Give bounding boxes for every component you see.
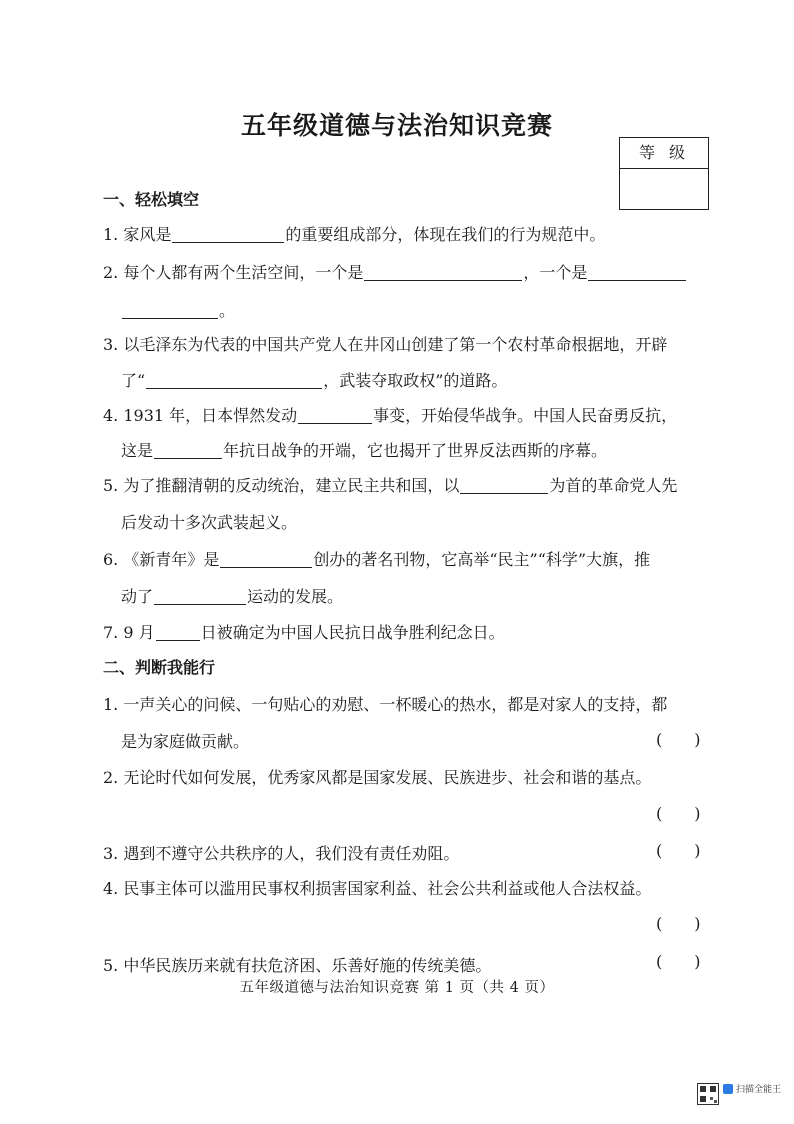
judge-question-1-cont (121, 729, 249, 752)
grade-label: 等级 (620, 138, 708, 169)
question-text: 为首的革命党人先 (549, 476, 678, 495)
fill-question-7 (103, 620, 505, 643)
question-text: 创办的著名刊物，它高举“民主”“科学”大旗，推 (313, 550, 651, 569)
question-text: 6. 《新青年》是 (103, 550, 220, 569)
judge-question-3 (103, 841, 459, 864)
judge-question-1 (103, 692, 667, 715)
fill-question-2-cont (121, 298, 235, 321)
page-title: 五年级道德与法治知识竞赛 (240, 111, 553, 140)
question-text: 7. 9 月 (103, 623, 155, 642)
question-text: 2. 每个人都有两个生活空间，一个是 (103, 263, 364, 282)
answer-blank[interactable] (172, 227, 284, 243)
question-text: 5. 为了推翻清朝的反动统治，建立民主共和国，以 (103, 476, 460, 495)
question-text: ，武装夺取政权”的道路。 (323, 371, 508, 390)
question-text: 事变，开始侵华战争。中国人民奋勇反抗， (373, 406, 678, 425)
fill-question-4-cont (121, 438, 607, 461)
question-text: 5. 中华民族历来就有扶危济困、乐善好施的传统美德。 (103, 956, 492, 975)
answer-blank[interactable] (156, 625, 200, 641)
page-footer: 五年级道德与法治知识竞赛 第 1 页（共 4 页） (239, 980, 555, 996)
answer-parentheses[interactable]: ( ) (656, 952, 701, 971)
fill-question-5-cont (121, 510, 297, 533)
answer-blank[interactable] (146, 373, 322, 389)
answer-parentheses[interactable]: ( ) (656, 804, 701, 823)
question-text: ，一个是 (523, 263, 588, 282)
grade-box (619, 137, 709, 210)
question-text: 动了 (121, 587, 154, 606)
question-text: 1. 家风是 (103, 225, 172, 244)
question-text: 的重要组成部分，体现在我们的行为规范中。 (285, 225, 606, 244)
answer-blank[interactable] (364, 265, 522, 281)
question-text: 3. 以毛泽东为代表的中国共产党人在井冈山创建了第一个农村革命根据地，开辟 (103, 335, 668, 354)
question-text: 1. 一声关心的问候、一句贴心的劝慰、一杯暖心的热水，都是对家人的支持，都 (103, 695, 668, 714)
section-judge-heading: 二、判断我能行 (103, 658, 216, 677)
question-text: 运动的发展。 (247, 587, 344, 606)
question-text: 日被确定为中国人民抗日战争胜利纪念日。 (200, 623, 505, 642)
judge-question-5 (103, 953, 491, 976)
fill-question-1 (103, 222, 605, 245)
fill-question-5 (103, 473, 677, 496)
question-text: 4. 1931 年，日本悍然发动 (103, 406, 298, 425)
fill-question-3-cont (121, 368, 507, 391)
question-text: 2. 无论时代如何发展，优秀家风都是国家发展、民族进步、社会和谐的基点。 (103, 768, 652, 787)
answer-parentheses[interactable]: ( ) (656, 730, 701, 749)
answer-blank[interactable] (154, 443, 222, 459)
scanner-logo-icon (723, 1084, 733, 1094)
fill-question-4 (103, 403, 677, 426)
question-text: 是为家庭做贡献。 (121, 732, 250, 751)
answer-blank[interactable] (154, 589, 246, 605)
answer-parentheses[interactable]: ( ) (656, 914, 701, 933)
fill-question-6 (103, 547, 650, 570)
judge-question-2 (103, 765, 651, 788)
qr-code-icon (697, 1083, 719, 1105)
question-text: 这是 (121, 441, 154, 460)
question-text: 后发动十多次武装起义。 (121, 513, 298, 532)
question-text: 。 (219, 301, 236, 320)
answer-blank[interactable] (298, 408, 372, 424)
answer-parentheses[interactable]: ( ) (656, 841, 701, 860)
question-text: 4. 民事主体可以滥用民事权利损害国家利益、社会公共利益或他人合法权益。 (103, 879, 652, 898)
answer-blank[interactable] (122, 303, 218, 319)
answer-blank[interactable] (220, 552, 312, 568)
fill-question-3 (103, 332, 667, 355)
fill-question-6-cont (121, 584, 343, 607)
question-text: 了“ (121, 371, 146, 390)
question-text: 3. 遇到不遵守公共秩序的人，我们没有责任劝阻。 (103, 844, 460, 863)
question-text: 年抗日战争的开端，它也揭开了世界反法西斯的序幕。 (223, 441, 608, 460)
section-fill-heading: 一、轻松填空 (103, 190, 200, 209)
fill-question-2 (103, 260, 687, 283)
answer-blank[interactable] (588, 265, 686, 281)
answer-blank[interactable] (460, 478, 548, 494)
judge-question-4 (103, 876, 651, 899)
scanner-watermark: 扫描全能王 (736, 1085, 782, 1095)
